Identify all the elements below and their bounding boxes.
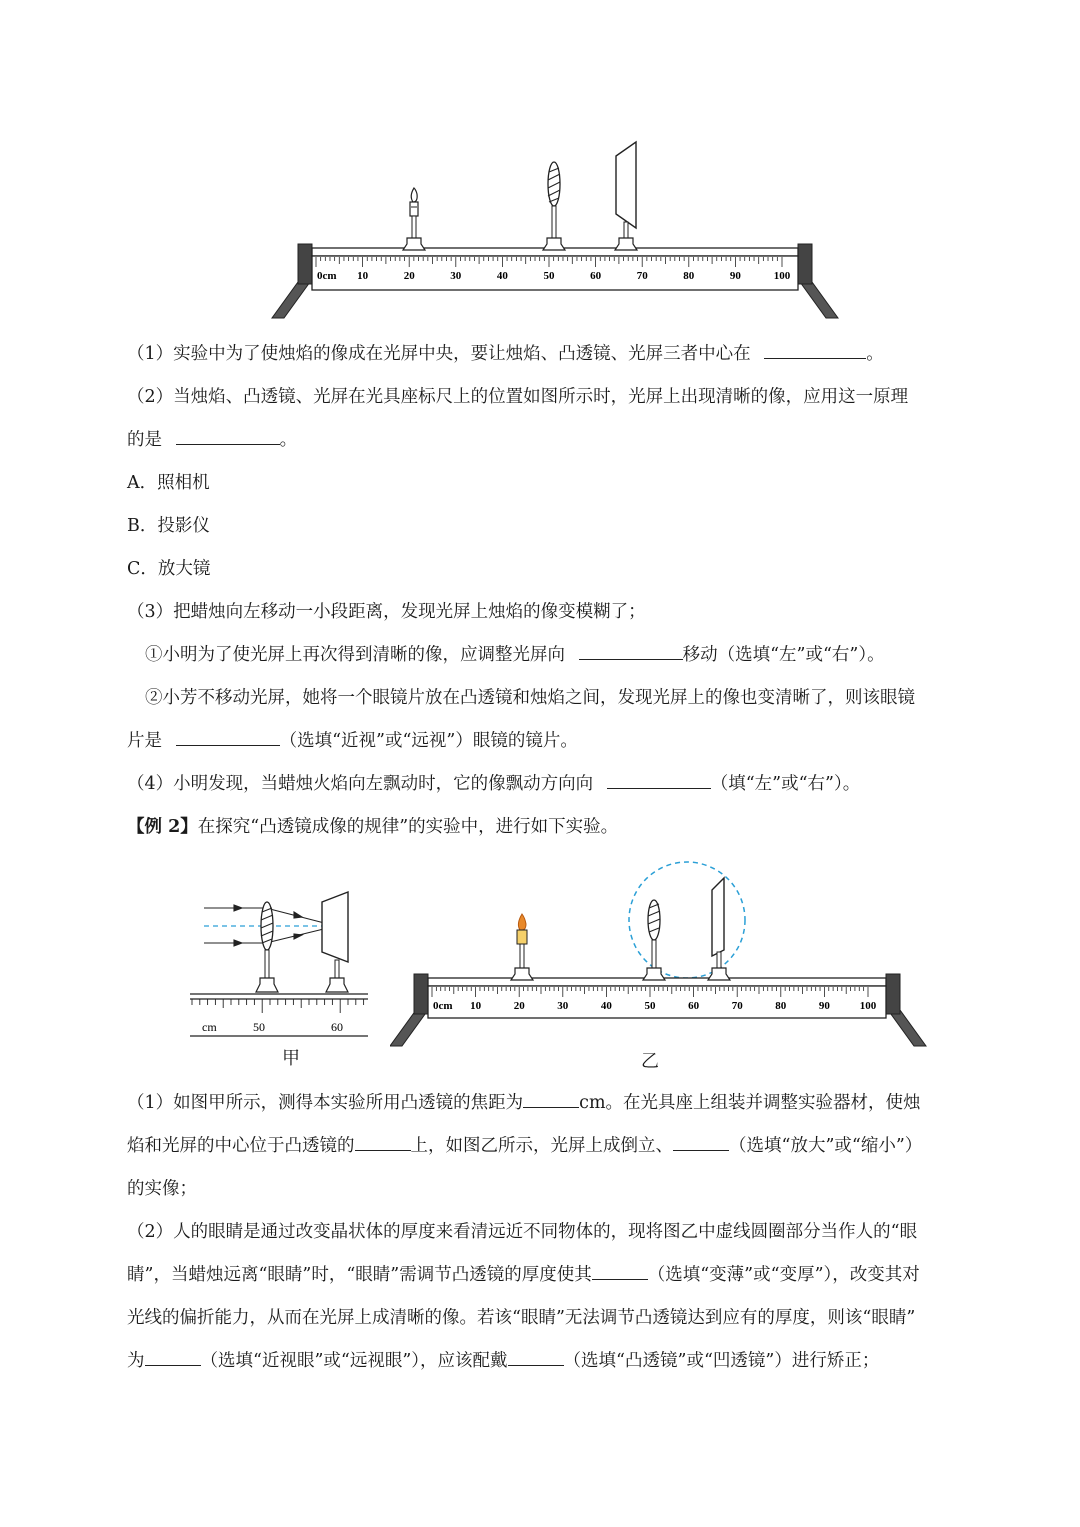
question-2-line-2	[127, 428, 297, 452]
option-a[interactable]: A．照相机	[127, 473, 210, 493]
bench-right-end-block	[798, 244, 812, 284]
answer-blank[interactable]	[592, 1265, 648, 1280]
question-1	[127, 342, 884, 366]
bench-left-end-block	[298, 244, 312, 284]
q4-end: （填“左”或“右”）。	[710, 774, 861, 794]
ex2-q1-text: （1）如图甲所示，测得本实验所用凸透镜的焦距为	[127, 1093, 524, 1113]
answer-blank[interactable]	[176, 430, 280, 445]
question-3: （3）把蜡烛向左移动一小段距离，发现光屏上烛焰的像变模糊了；	[127, 602, 646, 622]
ruler-tick-label: 80	[683, 270, 695, 282]
q2-end: 。	[279, 430, 298, 450]
ex2-q2-text-f: （选填“近视眼”或“远视眼”），应该配戴	[200, 1351, 508, 1371]
answer-blank[interactable]	[523, 1093, 579, 1108]
ex2-question-1-line-2	[127, 1134, 922, 1158]
option-b[interactable]: B．投影仪	[127, 516, 210, 536]
bench-left-leg	[390, 1010, 428, 1046]
ex2-question-2-line-2	[127, 1263, 920, 1287]
q1-end: 。	[866, 344, 884, 364]
question-3-1	[145, 643, 885, 667]
eye-dashed-circle	[629, 862, 745, 978]
bench-right-leg	[800, 282, 838, 318]
ex2-question-1-line-3: 的实像；	[127, 1179, 197, 1199]
answer-blank[interactable]	[607, 774, 711, 789]
ex2-question-2-line-4	[127, 1349, 879, 1373]
answer-blank[interactable]	[764, 344, 866, 359]
light-screen	[322, 892, 348, 992]
convex-lens	[256, 902, 278, 992]
q2-text: （2）当烛焰、凸透镜、光屏在光具座标尺上的位置如图所示时，光屏上出现清晰的像，应用这一原理	[127, 387, 909, 407]
ruler-tick-label: 60	[688, 1000, 700, 1012]
ruler-tick-label: 60	[590, 270, 602, 282]
answer-blank[interactable]	[176, 731, 280, 746]
bench-left-leg	[272, 282, 310, 318]
example-intro: 在探究“凸透镜成像的规律”的实验中，进行如下实验。	[197, 817, 619, 837]
ex2-question-2-line-1: （2）人的眼睛是通过改变晶状体的厚度来看清远近不同物体的，现将图乙中虚线圆圈部分当作人的“眼	[127, 1222, 918, 1242]
candle	[511, 914, 533, 980]
answer-blank[interactable]	[355, 1136, 411, 1151]
ruler-tick-label: 0cm	[317, 270, 337, 282]
ex2-q2-text-e: 为	[127, 1351, 145, 1371]
light-screen	[708, 878, 730, 980]
ruler-tick-label: 20	[403, 270, 415, 282]
q3-2-end: （选填“近视”或“远视”）眼镜的镜片。	[279, 731, 578, 751]
convex-lens	[543, 162, 565, 250]
ex2-q1-text-e: （选填“放大”或“缩小”）	[729, 1136, 923, 1156]
figure-label-yi: 乙	[641, 1051, 659, 1072]
ruler-tick-label: 20	[513, 1000, 525, 1012]
ex2-q1-text-d: 上，如图乙所示，光屏上成倒立、	[410, 1136, 673, 1156]
optical-bench-figure-yi	[390, 860, 930, 1050]
ruler-tick-label: 30	[557, 1000, 569, 1012]
ruler-tick-label: 70	[731, 1000, 743, 1012]
ruler-tick-label: 70	[636, 270, 648, 282]
ruler-tick-label: 50	[644, 1000, 656, 1012]
candle	[403, 188, 425, 250]
ruler-tick-label: 10	[470, 1000, 482, 1012]
q3-1-end: 移动（选填“左”或“右”）。	[682, 645, 885, 665]
question-3-2-line-1: ②小芳不移动光屏，她将一个眼镜片放在凸透镜和烛焰之间，发现光屏上的像也变清晰了，则该眼镜	[145, 688, 915, 708]
optical-bench-figure-1	[270, 140, 840, 325]
bench-right-leg	[888, 1010, 926, 1046]
ruler-tick-label: 100	[773, 270, 791, 282]
answer-blank[interactable]	[508, 1351, 564, 1366]
ruler-tick-label: 80	[775, 1000, 787, 1012]
ruler-tick-label: 90	[729, 270, 741, 282]
ruler-tick-label: 0cm	[433, 1000, 453, 1012]
bench-right-end-block	[886, 974, 900, 1014]
q3-2-text: 片是	[127, 731, 162, 751]
ruler-tick-label: 50	[543, 270, 555, 282]
q2-text-cont: 的是	[127, 430, 162, 450]
ruler-tick-label: 40	[496, 270, 508, 282]
answer-blank[interactable]	[579, 645, 683, 660]
example-2-heading	[127, 815, 618, 839]
tick-label-60: 60	[331, 1020, 343, 1034]
bench-scale	[312, 256, 798, 290]
question-3-2-line-2	[127, 729, 578, 753]
ex2-q1-text-b: cm。在光具座上组装并调整实验器材，使烛	[579, 1093, 921, 1113]
bench-scale	[428, 986, 886, 1018]
example-tag: 【例 2】	[127, 817, 198, 837]
light-screen	[615, 142, 637, 250]
answer-blank[interactable]	[145, 1351, 201, 1366]
ex2-q1-text-c: 焰和光屏的中心位于凸透镜的	[127, 1136, 355, 1156]
ex2-question-1-line-1	[127, 1091, 921, 1115]
ruler-tick-label: 10	[357, 270, 369, 282]
q3-1-text: ①小明为了使光屏上再次得到清晰的像，应调整光屏向	[145, 645, 565, 665]
ex2-q2-text-c: （选填“变薄”或“变厚”），改变其对	[647, 1265, 920, 1285]
ruler-tick-label: 90	[818, 1000, 830, 1012]
option-c[interactable]: C．放大镜	[127, 559, 211, 579]
ruler-tick-label: 40	[600, 1000, 612, 1012]
ex2-question-2-line-3: 光线的偏折能力，从而在光屏上成清晰的像。若该“眼睛”无法调节凸透镜达到应有的厚度，则该“眼睛”	[127, 1308, 916, 1328]
ex2-q2-text-b: 睛”，当蜡烛远离“眼睛”时，“眼睛”需调节凸透镜的厚度使其	[127, 1265, 592, 1285]
convex-lens	[643, 900, 665, 980]
answer-blank[interactable]	[673, 1136, 729, 1151]
ruler-ticks	[192, 999, 364, 1013]
tick-label-50: 50	[253, 1020, 265, 1034]
question-2-line-1	[127, 385, 908, 409]
ruler-tick-label: 100	[859, 1000, 877, 1012]
bench-left-end-block	[414, 974, 428, 1014]
focal-length-figure-jia	[190, 880, 370, 1040]
ex2-q2-text-g: （选填“凸透镜”或“凹透镜”）进行矫正；	[563, 1351, 880, 1371]
figure-label-jia: 甲	[282, 1048, 300, 1069]
ruler-unit: cm	[202, 1020, 217, 1034]
q1-text: （1）实验中为了使烛焰的像成在光屏中央，要让烛焰、凸透镜、光屏三者中心在	[127, 344, 751, 364]
q4-text: （4）小明发现，当蜡烛火焰向左飘动时，它的像飘动方向向	[127, 774, 594, 794]
ruler-tick-label: 30	[450, 270, 462, 282]
question-4	[127, 772, 860, 796]
